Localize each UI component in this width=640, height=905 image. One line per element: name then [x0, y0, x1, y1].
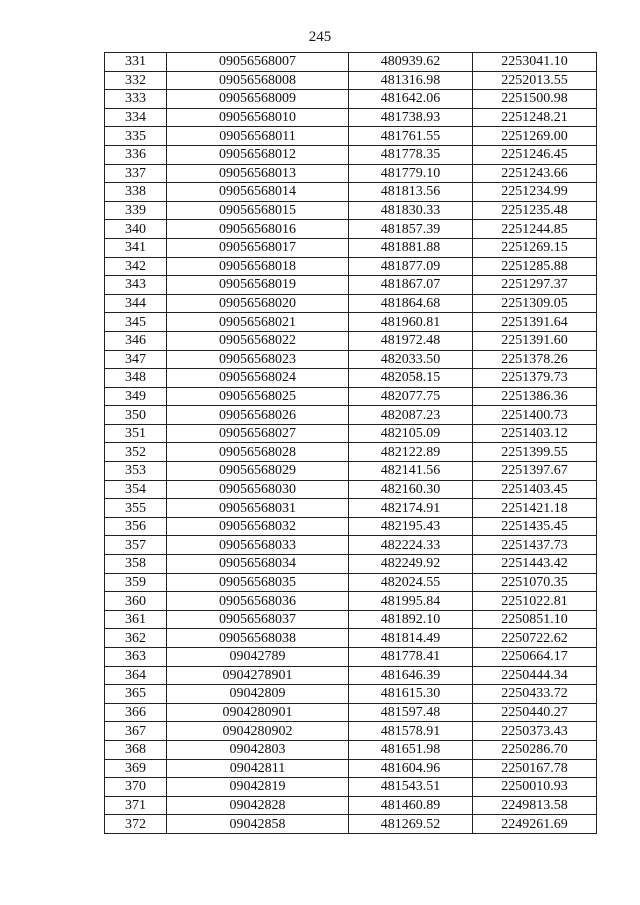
row-index-cell: 356 [105, 517, 167, 536]
row-index-cell: 358 [105, 555, 167, 574]
x-coordinate-cell: 481995.84 [349, 592, 473, 611]
parcel-code-cell: 0904278901 [167, 666, 349, 685]
row-index-cell: 369 [105, 759, 167, 778]
table-row [105, 201, 597, 220]
coordinates-table [104, 52, 597, 834]
x-coordinate-cell: 481642.06 [349, 90, 473, 109]
y-coordinate-cell: 2251443.42 [473, 555, 597, 574]
y-coordinate-cell: 2251386.36 [473, 387, 597, 406]
y-coordinate-cell: 2251269.15 [473, 238, 597, 257]
x-coordinate-cell: 482122.89 [349, 443, 473, 462]
x-coordinate-cell: 482087.23 [349, 406, 473, 425]
row-index-cell: 340 [105, 220, 167, 239]
x-coordinate-cell: 481778.41 [349, 648, 473, 667]
x-coordinate-cell: 481738.93 [349, 108, 473, 127]
y-coordinate-cell: 2251248.21 [473, 108, 597, 127]
y-coordinate-cell: 2252013.55 [473, 71, 597, 90]
table-row [105, 369, 597, 388]
row-index-cell: 347 [105, 350, 167, 369]
x-coordinate-cell: 481761.55 [349, 127, 473, 146]
parcel-code-cell: 09042809 [167, 685, 349, 704]
row-index-cell: 350 [105, 406, 167, 425]
parcel-code-cell: 09056568027 [167, 424, 349, 443]
parcel-code-cell: 0904280902 [167, 722, 349, 741]
y-coordinate-cell: 2251391.60 [473, 331, 597, 350]
table-row [105, 276, 597, 295]
row-index-cell: 342 [105, 257, 167, 276]
row-index-cell: 368 [105, 740, 167, 759]
row-index-cell: 370 [105, 778, 167, 797]
x-coordinate-cell: 482224.33 [349, 536, 473, 555]
row-index-cell: 346 [105, 331, 167, 350]
x-coordinate-cell: 482174.91 [349, 499, 473, 518]
x-coordinate-cell: 481892.10 [349, 610, 473, 629]
table-row [105, 796, 597, 815]
row-index-cell: 339 [105, 201, 167, 220]
parcel-code-cell: 09042789 [167, 648, 349, 667]
parcel-code-cell: 09056568026 [167, 406, 349, 425]
parcel-code-cell: 09056568028 [167, 443, 349, 462]
parcel-code-cell: 09056568023 [167, 350, 349, 369]
table-row [105, 53, 597, 72]
table-row [105, 71, 597, 90]
x-coordinate-cell: 482249.92 [349, 555, 473, 574]
row-index-cell: 332 [105, 71, 167, 90]
y-coordinate-cell: 2250664.17 [473, 648, 597, 667]
y-coordinate-cell: 2251400.73 [473, 406, 597, 425]
row-index-cell: 357 [105, 536, 167, 555]
y-coordinate-cell: 2251437.73 [473, 536, 597, 555]
table-row [105, 610, 597, 629]
y-coordinate-cell: 2251235.48 [473, 201, 597, 220]
row-index-cell: 344 [105, 294, 167, 313]
y-coordinate-cell: 2251269.00 [473, 127, 597, 146]
table-row [105, 145, 597, 164]
x-coordinate-cell: 482077.75 [349, 387, 473, 406]
table-row [105, 555, 597, 574]
x-coordinate-cell: 481877.09 [349, 257, 473, 276]
y-coordinate-cell: 2251435.45 [473, 517, 597, 536]
parcel-code-cell: 09042828 [167, 796, 349, 815]
x-coordinate-cell: 481857.39 [349, 220, 473, 239]
y-coordinate-cell: 2251309.05 [473, 294, 597, 313]
y-coordinate-cell: 2250010.93 [473, 778, 597, 797]
row-index-cell: 333 [105, 90, 167, 109]
parcel-code-cell: 09056568032 [167, 517, 349, 536]
parcel-code-cell: 09056568036 [167, 592, 349, 611]
parcel-code-cell: 09056568029 [167, 462, 349, 481]
y-coordinate-cell: 2251500.98 [473, 90, 597, 109]
parcel-code-cell: 09042858 [167, 815, 349, 834]
y-coordinate-cell: 2251285.88 [473, 257, 597, 276]
y-coordinate-cell: 2251246.45 [473, 145, 597, 164]
row-index-cell: 352 [105, 443, 167, 462]
table-row [105, 685, 597, 704]
y-coordinate-cell: 2251379.73 [473, 369, 597, 388]
parcel-code-cell: 09056568030 [167, 480, 349, 499]
y-coordinate-cell: 2249813.58 [473, 796, 597, 815]
parcel-code-cell: 0904280901 [167, 703, 349, 722]
y-coordinate-cell: 2250722.62 [473, 629, 597, 648]
parcel-code-cell: 09056568010 [167, 108, 349, 127]
x-coordinate-cell: 481864.68 [349, 294, 473, 313]
parcel-code-cell: 09056568015 [167, 201, 349, 220]
parcel-code-cell: 09042819 [167, 778, 349, 797]
x-coordinate-cell: 481830.33 [349, 201, 473, 220]
y-coordinate-cell: 2249261.69 [473, 815, 597, 834]
x-coordinate-cell: 480939.62 [349, 53, 473, 72]
x-coordinate-cell: 481460.89 [349, 796, 473, 815]
table-body [105, 53, 597, 834]
y-coordinate-cell: 2250440.27 [473, 703, 597, 722]
row-index-cell: 360 [105, 592, 167, 611]
parcel-code-cell: 09056568021 [167, 313, 349, 332]
row-index-cell: 343 [105, 276, 167, 295]
row-index-cell: 336 [105, 145, 167, 164]
x-coordinate-cell: 481867.07 [349, 276, 473, 295]
parcel-code-cell: 09056568011 [167, 127, 349, 146]
x-coordinate-cell: 481813.56 [349, 183, 473, 202]
x-coordinate-cell: 481269.52 [349, 815, 473, 834]
parcel-code-cell: 09056568008 [167, 71, 349, 90]
x-coordinate-cell: 481597.48 [349, 703, 473, 722]
table-row [105, 350, 597, 369]
row-index-cell: 362 [105, 629, 167, 648]
row-index-cell: 351 [105, 424, 167, 443]
parcel-code-cell: 09056568024 [167, 369, 349, 388]
row-index-cell: 331 [105, 53, 167, 72]
parcel-code-cell: 09056568035 [167, 573, 349, 592]
y-coordinate-cell: 2251070.35 [473, 573, 597, 592]
table-row [105, 424, 597, 443]
table-row [105, 722, 597, 741]
parcel-code-cell: 09056568019 [167, 276, 349, 295]
parcel-code-cell: 09056568025 [167, 387, 349, 406]
row-index-cell: 354 [105, 480, 167, 499]
row-index-cell: 365 [105, 685, 167, 704]
x-coordinate-cell: 481646.39 [349, 666, 473, 685]
table-row [105, 238, 597, 257]
x-coordinate-cell: 482195.43 [349, 517, 473, 536]
parcel-code-cell: 09042803 [167, 740, 349, 759]
x-coordinate-cell: 481316.98 [349, 71, 473, 90]
y-coordinate-cell: 2250433.72 [473, 685, 597, 704]
y-coordinate-cell: 2251378.26 [473, 350, 597, 369]
y-coordinate-cell: 2250167.78 [473, 759, 597, 778]
y-coordinate-cell: 2251403.45 [473, 480, 597, 499]
row-index-cell: 359 [105, 573, 167, 592]
x-coordinate-cell: 482033.50 [349, 350, 473, 369]
parcel-code-cell: 09056568018 [167, 257, 349, 276]
row-index-cell: 355 [105, 499, 167, 518]
x-coordinate-cell: 481881.88 [349, 238, 473, 257]
table-row [105, 778, 597, 797]
x-coordinate-cell: 482141.56 [349, 462, 473, 481]
table-row [105, 648, 597, 667]
x-coordinate-cell: 481960.81 [349, 313, 473, 332]
parcel-code-cell: 09056568013 [167, 164, 349, 183]
parcel-code-cell: 09056568017 [167, 238, 349, 257]
x-coordinate-cell: 482024.55 [349, 573, 473, 592]
y-coordinate-cell: 2250851.10 [473, 610, 597, 629]
row-index-cell: 361 [105, 610, 167, 629]
parcel-code-cell: 09056568016 [167, 220, 349, 239]
table-row [105, 499, 597, 518]
parcel-code-cell: 09056568020 [167, 294, 349, 313]
parcel-code-cell: 09056568022 [167, 331, 349, 350]
x-coordinate-cell: 482160.30 [349, 480, 473, 499]
page-number: 245 [308, 29, 332, 45]
y-coordinate-cell: 2251297.37 [473, 276, 597, 295]
parcel-code-cell: 09056568033 [167, 536, 349, 555]
table-row [105, 164, 597, 183]
table-row [105, 536, 597, 555]
x-coordinate-cell: 481615.30 [349, 685, 473, 704]
y-coordinate-cell: 2253041.10 [473, 53, 597, 72]
table-row [105, 517, 597, 536]
parcel-code-cell: 09056568012 [167, 145, 349, 164]
row-index-cell: 366 [105, 703, 167, 722]
row-index-cell: 341 [105, 238, 167, 257]
x-coordinate-cell: 481578.91 [349, 722, 473, 741]
x-coordinate-cell: 481543.51 [349, 778, 473, 797]
table-row [105, 90, 597, 109]
table-row [105, 406, 597, 425]
table-row [105, 331, 597, 350]
table-row [105, 387, 597, 406]
x-coordinate-cell: 481651.98 [349, 740, 473, 759]
x-coordinate-cell: 481814.49 [349, 629, 473, 648]
table-row [105, 666, 597, 685]
table-row [105, 127, 597, 146]
y-coordinate-cell: 2251391.64 [473, 313, 597, 332]
y-coordinate-cell: 2250444.34 [473, 666, 597, 685]
y-coordinate-cell: 2251243.66 [473, 164, 597, 183]
table-row [105, 740, 597, 759]
table-row [105, 629, 597, 648]
y-coordinate-cell: 2251244.85 [473, 220, 597, 239]
x-coordinate-cell: 481779.10 [349, 164, 473, 183]
x-coordinate-cell: 481604.96 [349, 759, 473, 778]
table-row [105, 573, 597, 592]
row-index-cell: 338 [105, 183, 167, 202]
row-index-cell: 353 [105, 462, 167, 481]
row-index-cell: 335 [105, 127, 167, 146]
parcel-code-cell: 09056568031 [167, 499, 349, 518]
table-row [105, 220, 597, 239]
y-coordinate-cell: 2251421.18 [473, 499, 597, 518]
row-index-cell: 345 [105, 313, 167, 332]
y-coordinate-cell: 2251399.55 [473, 443, 597, 462]
parcel-code-cell: 09056568014 [167, 183, 349, 202]
y-coordinate-cell: 2251397.67 [473, 462, 597, 481]
parcel-code-cell: 09056568009 [167, 90, 349, 109]
y-coordinate-cell: 2251234.99 [473, 183, 597, 202]
x-coordinate-cell: 482058.15 [349, 369, 473, 388]
y-coordinate-cell: 2251403.12 [473, 424, 597, 443]
row-index-cell: 364 [105, 666, 167, 685]
y-coordinate-cell: 2250286.70 [473, 740, 597, 759]
row-index-cell: 349 [105, 387, 167, 406]
table-row [105, 183, 597, 202]
x-coordinate-cell: 482105.09 [349, 424, 473, 443]
table-row [105, 108, 597, 127]
table-row [105, 815, 597, 834]
y-coordinate-cell: 2250373.43 [473, 722, 597, 741]
parcel-code-cell: 09056568034 [167, 555, 349, 574]
row-index-cell: 372 [105, 815, 167, 834]
table-row [105, 313, 597, 332]
row-index-cell: 367 [105, 722, 167, 741]
x-coordinate-cell: 481972.48 [349, 331, 473, 350]
table-row [105, 462, 597, 481]
parcel-code-cell: 09056568007 [167, 53, 349, 72]
table-row [105, 592, 597, 611]
y-coordinate-cell: 2251022.81 [473, 592, 597, 611]
table-row [105, 443, 597, 462]
table-row [105, 294, 597, 313]
parcel-code-cell: 09056568037 [167, 610, 349, 629]
row-index-cell: 371 [105, 796, 167, 815]
table-row [105, 703, 597, 722]
x-coordinate-cell: 481778.35 [349, 145, 473, 164]
parcel-code-cell: 09042811 [167, 759, 349, 778]
row-index-cell: 334 [105, 108, 167, 127]
row-index-cell: 363 [105, 648, 167, 667]
table-row [105, 759, 597, 778]
parcel-code-cell: 09056568038 [167, 629, 349, 648]
row-index-cell: 348 [105, 369, 167, 388]
table-row [105, 480, 597, 499]
table-row [105, 257, 597, 276]
row-index-cell: 337 [105, 164, 167, 183]
